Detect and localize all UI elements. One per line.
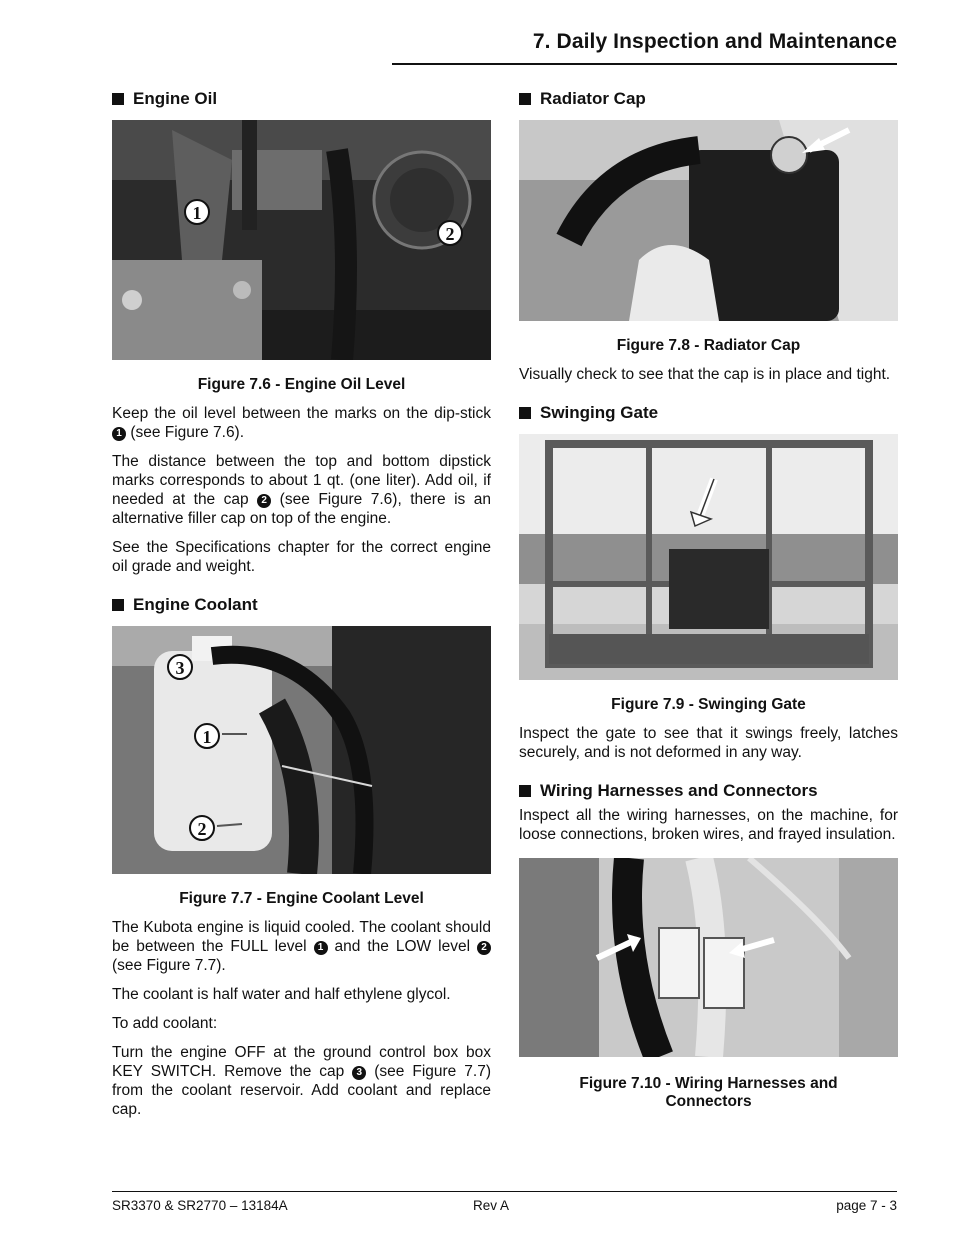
engine-coolant-paragraph-3: To add coolant: [112, 1015, 218, 1032]
number-3-badge-icon: 3 [352, 1066, 366, 1080]
engine-oil-paragraph-3: See the Specifications chapter for the correct engine oil grade and weight. [112, 539, 491, 575]
swinging-gate-paragraph-1: Inspect the gate to see that it swings freely, latches securely, and is not deformed in any way. [519, 725, 898, 761]
engine-oil-photo [112, 120, 491, 360]
footer-page-number: page 7 - 3 [836, 1198, 897, 1213]
number-1-badge-icon: 1 [112, 427, 126, 441]
header-divider [392, 63, 897, 65]
section-radiator-cap-title: Radiator Cap [519, 88, 898, 110]
bullet-square-icon [519, 407, 531, 419]
number-2-badge-icon: 2 [257, 494, 271, 508]
callout-3: 3 [175, 658, 185, 678]
engine-coolant-photo [112, 626, 491, 874]
page-header-title: 7. Daily Inspection and Maintenance [532, 30, 897, 53]
section-engine-coolant-title: Engine Coolant [112, 594, 491, 616]
engine-coolant-paragraph-1: The Kubota engine is liquid cooled. The coolant should be between the FULL level 1 and the LOW level 2 (see Figure 7.7). [112, 919, 491, 974]
section-swinging-gate-title: Swinging Gate [519, 402, 898, 424]
figure-7-8-caption: Figure 7.8 - Radiator Cap [616, 337, 801, 354]
footer-divider [112, 1191, 897, 1192]
engine-oil-paragraph-1: Keep the oil level between the marks on the dip-stick 1 (see Figure 7.6). [112, 405, 491, 441]
callout-1: 1 [192, 203, 202, 223]
figure-7-9-caption: Figure 7.9 - Swinging Gate [611, 696, 806, 713]
engine-oil-paragraph-2: The distance between the top and bottom dipstick marks corresponds to about 1 qt. (one liter). Add oil, if needed at the cap 2 (see Figure 7.6), there is an alternative filler cap on top of the engine. [112, 453, 491, 527]
number-1-badge-icon: 1 [314, 941, 328, 955]
callout-2: 2 [197, 819, 207, 839]
bullet-square-icon [112, 599, 124, 611]
figure-7-10-caption: Figure 7.10 - Wiring Harnesses and Connectors [579, 1075, 838, 1110]
engine-coolant-paragraph-4: Turn the engine OFF at the ground control box box KEY SWITCH. Remove the cap 3 (see Figure 7.7) from the coolant reservoir. Add coolant and replace cap. [112, 1044, 491, 1118]
right-column [519, 88, 898, 1121]
wiring-harness-photo [519, 858, 898, 1057]
number-2-badge-icon: 2 [477, 941, 491, 955]
wiring-paragraph-1: Inspect all the wiring harnesses, on the machine, for loose connections, broken wires, and frayed insulation. [519, 807, 898, 843]
callout-2: 2 [445, 224, 455, 244]
engine-coolant-paragraph-2: The coolant is half water and half ethylene glycol. [112, 986, 451, 1003]
footer-model-number: SR3370 & SR2770 – 13184A [112, 1198, 288, 1213]
radiator-cap-photo [519, 120, 898, 321]
bullet-square-icon [112, 93, 124, 105]
bullet-square-icon [519, 93, 531, 105]
left-column [112, 88, 491, 1129]
footer-revision: Rev A [473, 1198, 510, 1213]
section-engine-oil-title: Engine Oil [112, 88, 491, 110]
figure-7-6-caption: Figure 7.6 - Engine Oil Level [197, 376, 406, 393]
radiator-cap-paragraph-1: Visually check to see that the cap is in place and tight. [519, 366, 891, 383]
swinging-gate-photo [519, 434, 898, 680]
callout-1: 1 [202, 727, 212, 747]
section-wiring-title: Wiring Harnesses and Connectors [519, 780, 898, 802]
bullet-square-icon [519, 785, 531, 797]
figure-7-7-caption: Figure 7.7 - Engine Coolant Level [179, 890, 424, 907]
